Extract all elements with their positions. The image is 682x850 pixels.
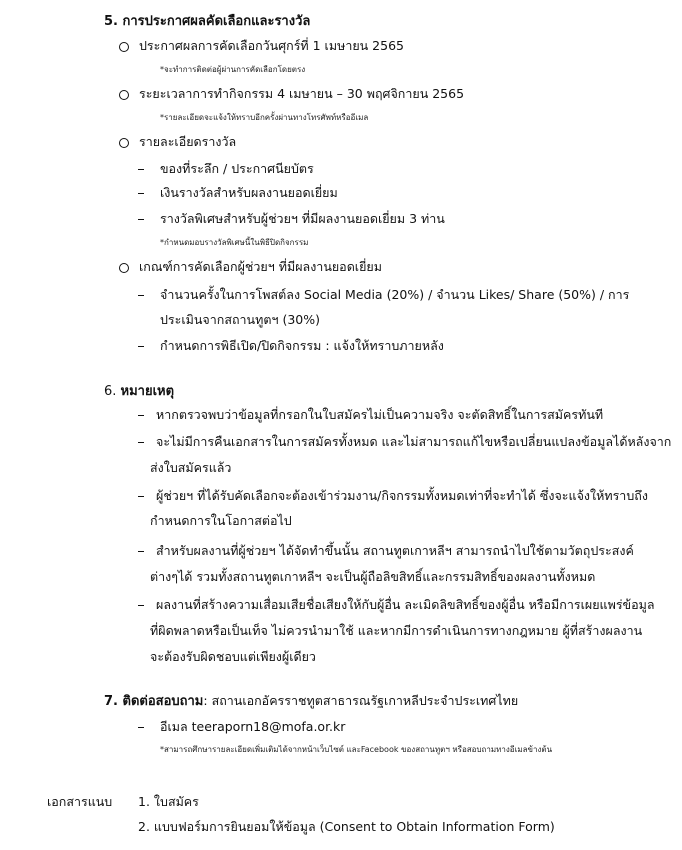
bullet-text: รายละเอียดรางวัล: [138, 134, 237, 149]
list-item-continuation: ที่ผิดพลาดหรือเป็นเท็จ ไม่ควรนำมาใช้ และหากมีการดำเนินการทางกฎหมาย ผู้ที่สร้างผลงาน: [150, 623, 643, 638]
section-5-bullet-1: [119, 37, 404, 55]
dash-bullet-icon: [138, 727, 144, 729]
note: *กำหนดมอบรางวัลพิเศษนี้ในพิธีปิดกิจกรรม: [160, 238, 309, 247]
bullet-text: เกณฑ์การคัดเลือกผู้ช่วยฯ ที่มีผลงานยอดเยี่ยม: [138, 259, 382, 274]
dash-bullet-icon: [138, 346, 144, 348]
section-5-bullet-4: [119, 258, 382, 276]
dash-bullet-icon: [138, 219, 144, 221]
list-item: [138, 542, 634, 560]
section-5-heading: 5. การประกาศผลคัดเลือกและรางวัล: [104, 14, 311, 29]
list-item-text: กำหนดการพิธีเปิด/ปิดกิจกรรม : แจ้งให้ทราบภายหลัง: [160, 338, 444, 353]
list-item-text: จะไม่มีการคืนเอกสารในการสมัครทั้งหมด และไม่สามารถแก้ไขหรือเปลี่ยนแปลงข้อมูลได้หลังจาก: [156, 434, 672, 449]
list-item: [138, 160, 314, 178]
dash-bullet-icon: [138, 605, 144, 607]
list-item-continuation: ประเมินจากสถานทูตฯ (30%): [160, 312, 320, 327]
list-item-text: ผู้ช่วยฯ ที่ได้รับคัดเลือกจะต้องเข้าร่วมงาน/กิจกรรมทั้งหมดเท่าที่จะทำได้ ซึ่งจะแจ้งให้ทราบถึง: [156, 488, 648, 503]
dash-bullet-icon: [138, 193, 144, 195]
list-item-text: หากตรวจพบว่าข้อมูลที่กรอกในใบสมัครไม่เป็นความจริง จะตัดสิทธิ์ในการสมัครทันที: [156, 407, 604, 422]
list-item: [138, 406, 604, 424]
note: *รายละเอียดจะแจ้งให้ทราบอีกครั้งผ่านทางโทรศัพท์หรืออีเมล: [160, 113, 369, 122]
note: *สามารถศึกษารายละเอียดเพิ่มเติมได้จากหน้าเว็บไซต์ และFacebook ของสถานทูตฯ หรือสอบถามทางอีเมลข้างต้น: [160, 745, 553, 754]
list-item-text: จำนวนครั้งในการโพสต์ลง Social Media (20%) / จำนวน Likes/ Share (50%) / การ: [160, 287, 630, 302]
section-5-bullet-3: [119, 133, 236, 151]
attachments-label: เอกสารแนบ: [47, 794, 113, 809]
attachment-item: 2. แบบฟอร์มการยินยอมให้ข้อมูล (Consent to Obtain Information Form): [138, 819, 555, 834]
section-7-subtitle: : สถานเอกอัครราชทูตสาธารณรัฐเกาหลีประจำประเทศไทย: [203, 693, 519, 708]
list-item: [138, 337, 444, 355]
list-item-text: รางวัลพิเศษสำหรับผู้ช่วยฯ ที่มีผลงานยอดเยี่ยม 3 ท่าน: [160, 211, 445, 226]
list-item-continuation: ส่งใบสมัครแล้ว: [150, 460, 232, 475]
attachment-item: 1. ใบสมัคร: [138, 794, 199, 809]
section-7-heading: [104, 690, 518, 711]
circle-bullet-icon: [119, 138, 129, 148]
bullet-text: ประกาศผลการคัดเลือกวันศุกร์ที่ 1 เมษายน 2565: [138, 38, 404, 53]
dash-bullet-icon: [138, 169, 144, 171]
section-7-title: 7. ติดต่อสอบถาม: [104, 694, 204, 709]
note: *จะทำการติดต่อผู้ผ่านการคัดเลือกโดยตรง: [160, 65, 306, 74]
dash-bullet-icon: [138, 415, 144, 417]
list-item-text: ผลงานที่สร้างความเสื่อมเสียชื่อเสียงให้กับผู้อื่น ละเมิดลิขสิทธิ์ของผู้อื่น หรือมีการเผยแพร่ข้อมูล: [156, 597, 655, 612]
contact-email-item: [138, 718, 346, 736]
dash-bullet-icon: [138, 442, 144, 444]
list-item: [138, 433, 672, 451]
list-item: [138, 286, 630, 304]
dash-bullet-icon: [138, 496, 144, 498]
section-6-heading: [104, 380, 174, 401]
list-item: [138, 596, 655, 614]
list-item-continuation: จะต้องรับผิดชอบแต่เพียงผู้เดียว: [150, 649, 316, 664]
list-item: [138, 210, 445, 228]
dash-bullet-icon: [138, 551, 144, 553]
list-item-text: เงินรางวัลสำหรับผลงานยอดเยี่ยม: [160, 185, 338, 200]
section-6-number: 6.: [104, 384, 121, 399]
circle-bullet-icon: [119, 90, 129, 100]
list-item: [138, 184, 338, 202]
contact-email[interactable]: อีเมล teeraporn18@mofa.or.kr: [160, 719, 346, 734]
list-item: [138, 487, 648, 505]
list-item-text: ของที่ระลึก / ประกาศนียบัตร: [160, 161, 314, 176]
bullet-text: ระยะเวลาการทำกิจกรรม 4 เมษายน – 30 พฤศจิกายน 2565: [138, 86, 465, 101]
list-item-text: สำหรับผลงานที่ผู้ช่วยฯ ได้จัดทำขึ้นนั้น สถานทูตเกาหลีฯ สามารถนำไปใช้ตามวัตถุประสงค์: [156, 543, 634, 558]
circle-bullet-icon: [119, 42, 129, 52]
list-item-continuation: กำหนดการในโอกาสต่อไป: [150, 513, 292, 528]
dash-bullet-icon: [138, 295, 144, 297]
section-6-title: หมายเหตุ: [120, 384, 175, 399]
section-5-bullet-2: [119, 85, 464, 103]
list-item-continuation: ต่างๆได้ รวมทั้งสถานทูตเกาหลีฯ จะเป็นผู้ถือลิขสิทธิ์และกรรมสิทธิ์ของผลงานทั้งหมด: [150, 569, 596, 584]
circle-bullet-icon: [119, 263, 129, 273]
